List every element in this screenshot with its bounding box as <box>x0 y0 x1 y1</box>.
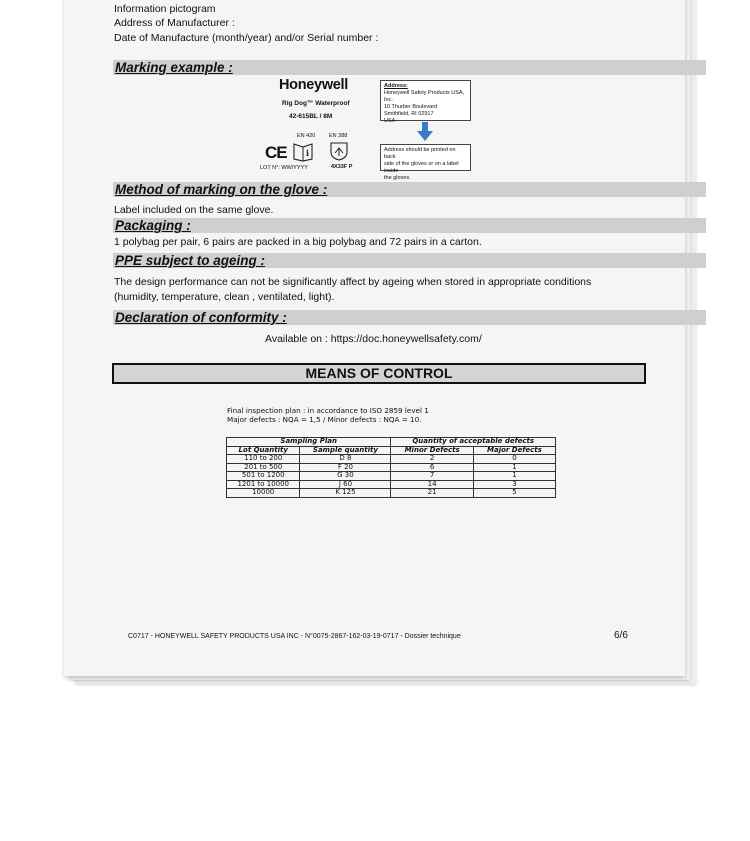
ageing-text-2: (humidity, temperature, clean , ventilated, light). <box>114 291 335 303</box>
date-manufacture-line: Date of Manufacture (month/year) and/or Serial number : <box>114 32 379 44</box>
table-row <box>227 472 556 481</box>
address-line-4: USA <box>384 118 396 124</box>
table-cell: 501 to 1200 <box>227 472 300 481</box>
table-cell: 3 <box>473 480 555 489</box>
table-cell: 10000 <box>227 489 300 498</box>
inspection-plan-line-1: Final inspection plan : in accordance to ISO 2859 level 1 <box>227 406 429 415</box>
table-cell: 5 <box>473 489 555 498</box>
address-line-3: Smithfield, RI 02917 <box>384 111 434 117</box>
address-box <box>380 80 471 124</box>
table-cell: 201 to 500 <box>227 463 300 472</box>
arrow-down-icon <box>417 122 433 142</box>
table-cell: G 30 <box>300 472 391 481</box>
ce-mark: CE <box>265 143 287 162</box>
footer-reference: C0717 - HONEYWELL SAFETY PRODUCTS USA INC - N°0075-2867-162-03-19-0717 - Dossier technique <box>128 633 461 640</box>
address-note-line-3: the gloves. <box>384 175 411 181</box>
table-cell: 0 <box>473 455 555 464</box>
address-line-2: 10 Thurber Boulevard <box>384 104 438 110</box>
section-bar-packaging <box>113 218 706 233</box>
table-cell: D 8 <box>300 455 391 464</box>
means-of-control-header: MEANS OF CONTROL <box>112 363 646 384</box>
label-product-name: Rig Dog™ Waterproof <box>282 100 350 107</box>
table-row <box>227 480 556 489</box>
column-header-major-defects: Major Defects <box>473 446 555 455</box>
inspection-plan-text <box>227 406 429 424</box>
conformity-text: Available on : https://doc.honeywellsafety.com/ <box>265 333 482 345</box>
address-manufacturer-line: Address of Manufacturer : <box>114 17 235 29</box>
address-note-line-2: side of the gloves or on a label inside <box>384 161 459 174</box>
packaging-text: 1 polybag per pair, 6 pairs are packed in a big polybag and 72 pairs in a carton. <box>114 236 482 248</box>
document-page <box>64 0 685 676</box>
page-number: 6/6 <box>614 630 628 641</box>
table-cell: 21 <box>391 489 473 498</box>
table-cell: K 125 <box>300 489 391 498</box>
inspection-plan-line-2: Major defects : NQA = 1,5 / Minor defects : NQA = 10. <box>227 415 422 424</box>
table-cell: F 20 <box>300 463 391 472</box>
section-title-ageing: PPE subject to ageing : <box>115 253 266 268</box>
table-cell: 1 <box>473 472 555 481</box>
section-title-conformity: Declaration of conformity : <box>115 310 287 325</box>
table-cell: 2 <box>391 455 473 464</box>
table-cell: J 60 <box>300 480 391 489</box>
address-note-line-1: Address should be printed on back <box>384 147 456 160</box>
ageing-text-1: The design performance can not be significantly affect by ageing when stored in appropriate conditions <box>114 276 592 288</box>
section-title-packaging: Packaging : <box>115 218 191 233</box>
svg-text:i: i <box>305 148 310 158</box>
norm-en420-label: EN 420 <box>297 133 316 139</box>
table-cell: 110 to 200 <box>227 455 300 464</box>
info-pictogram-line: Information pictogram <box>114 3 216 15</box>
column-header-lot-quantity: Lot Quantity <box>227 446 300 455</box>
address-line-1: Honeywell Safety Products USA, Inc. <box>384 90 465 103</box>
table-cell: 14 <box>391 480 473 489</box>
address-title: Address: <box>384 83 408 89</box>
method-text: Label included on the same glove. <box>114 204 274 216</box>
sampling-plan-table <box>226 437 556 498</box>
section-title-marking: Marking example : <box>115 60 233 75</box>
table-group-acceptable-defects: Quantity of acceptable defects <box>391 438 556 447</box>
table-cell: 1201 to 10000 <box>227 480 300 489</box>
mechanical-risk-shield-icon <box>329 141 349 161</box>
information-pictogram-icon <box>292 142 314 162</box>
label-lot-number: LOT N°: WW/YYYY <box>260 165 308 171</box>
table-cell: 6 <box>391 463 473 472</box>
address-note-box <box>380 144 471 181</box>
table-cell: 7 <box>391 472 473 481</box>
column-header-minor-defects: Minor Defects <box>391 446 473 455</box>
table-row <box>227 489 556 498</box>
table-row <box>227 455 556 464</box>
table-group-sampling-plan: Sampling Plan <box>227 438 391 447</box>
norm-en388-label: EN 388 <box>329 133 348 139</box>
column-header-sample-quantity: Sample quantity <box>300 446 391 455</box>
table-cell: 1 <box>473 463 555 472</box>
honeywell-logo: Honeywell <box>279 77 349 93</box>
label-performance-code: 4X33F P <box>331 164 353 170</box>
section-title-method: Method of marking on the glove : <box>115 182 328 197</box>
label-reference: 42-615BL / 8M <box>289 113 333 120</box>
